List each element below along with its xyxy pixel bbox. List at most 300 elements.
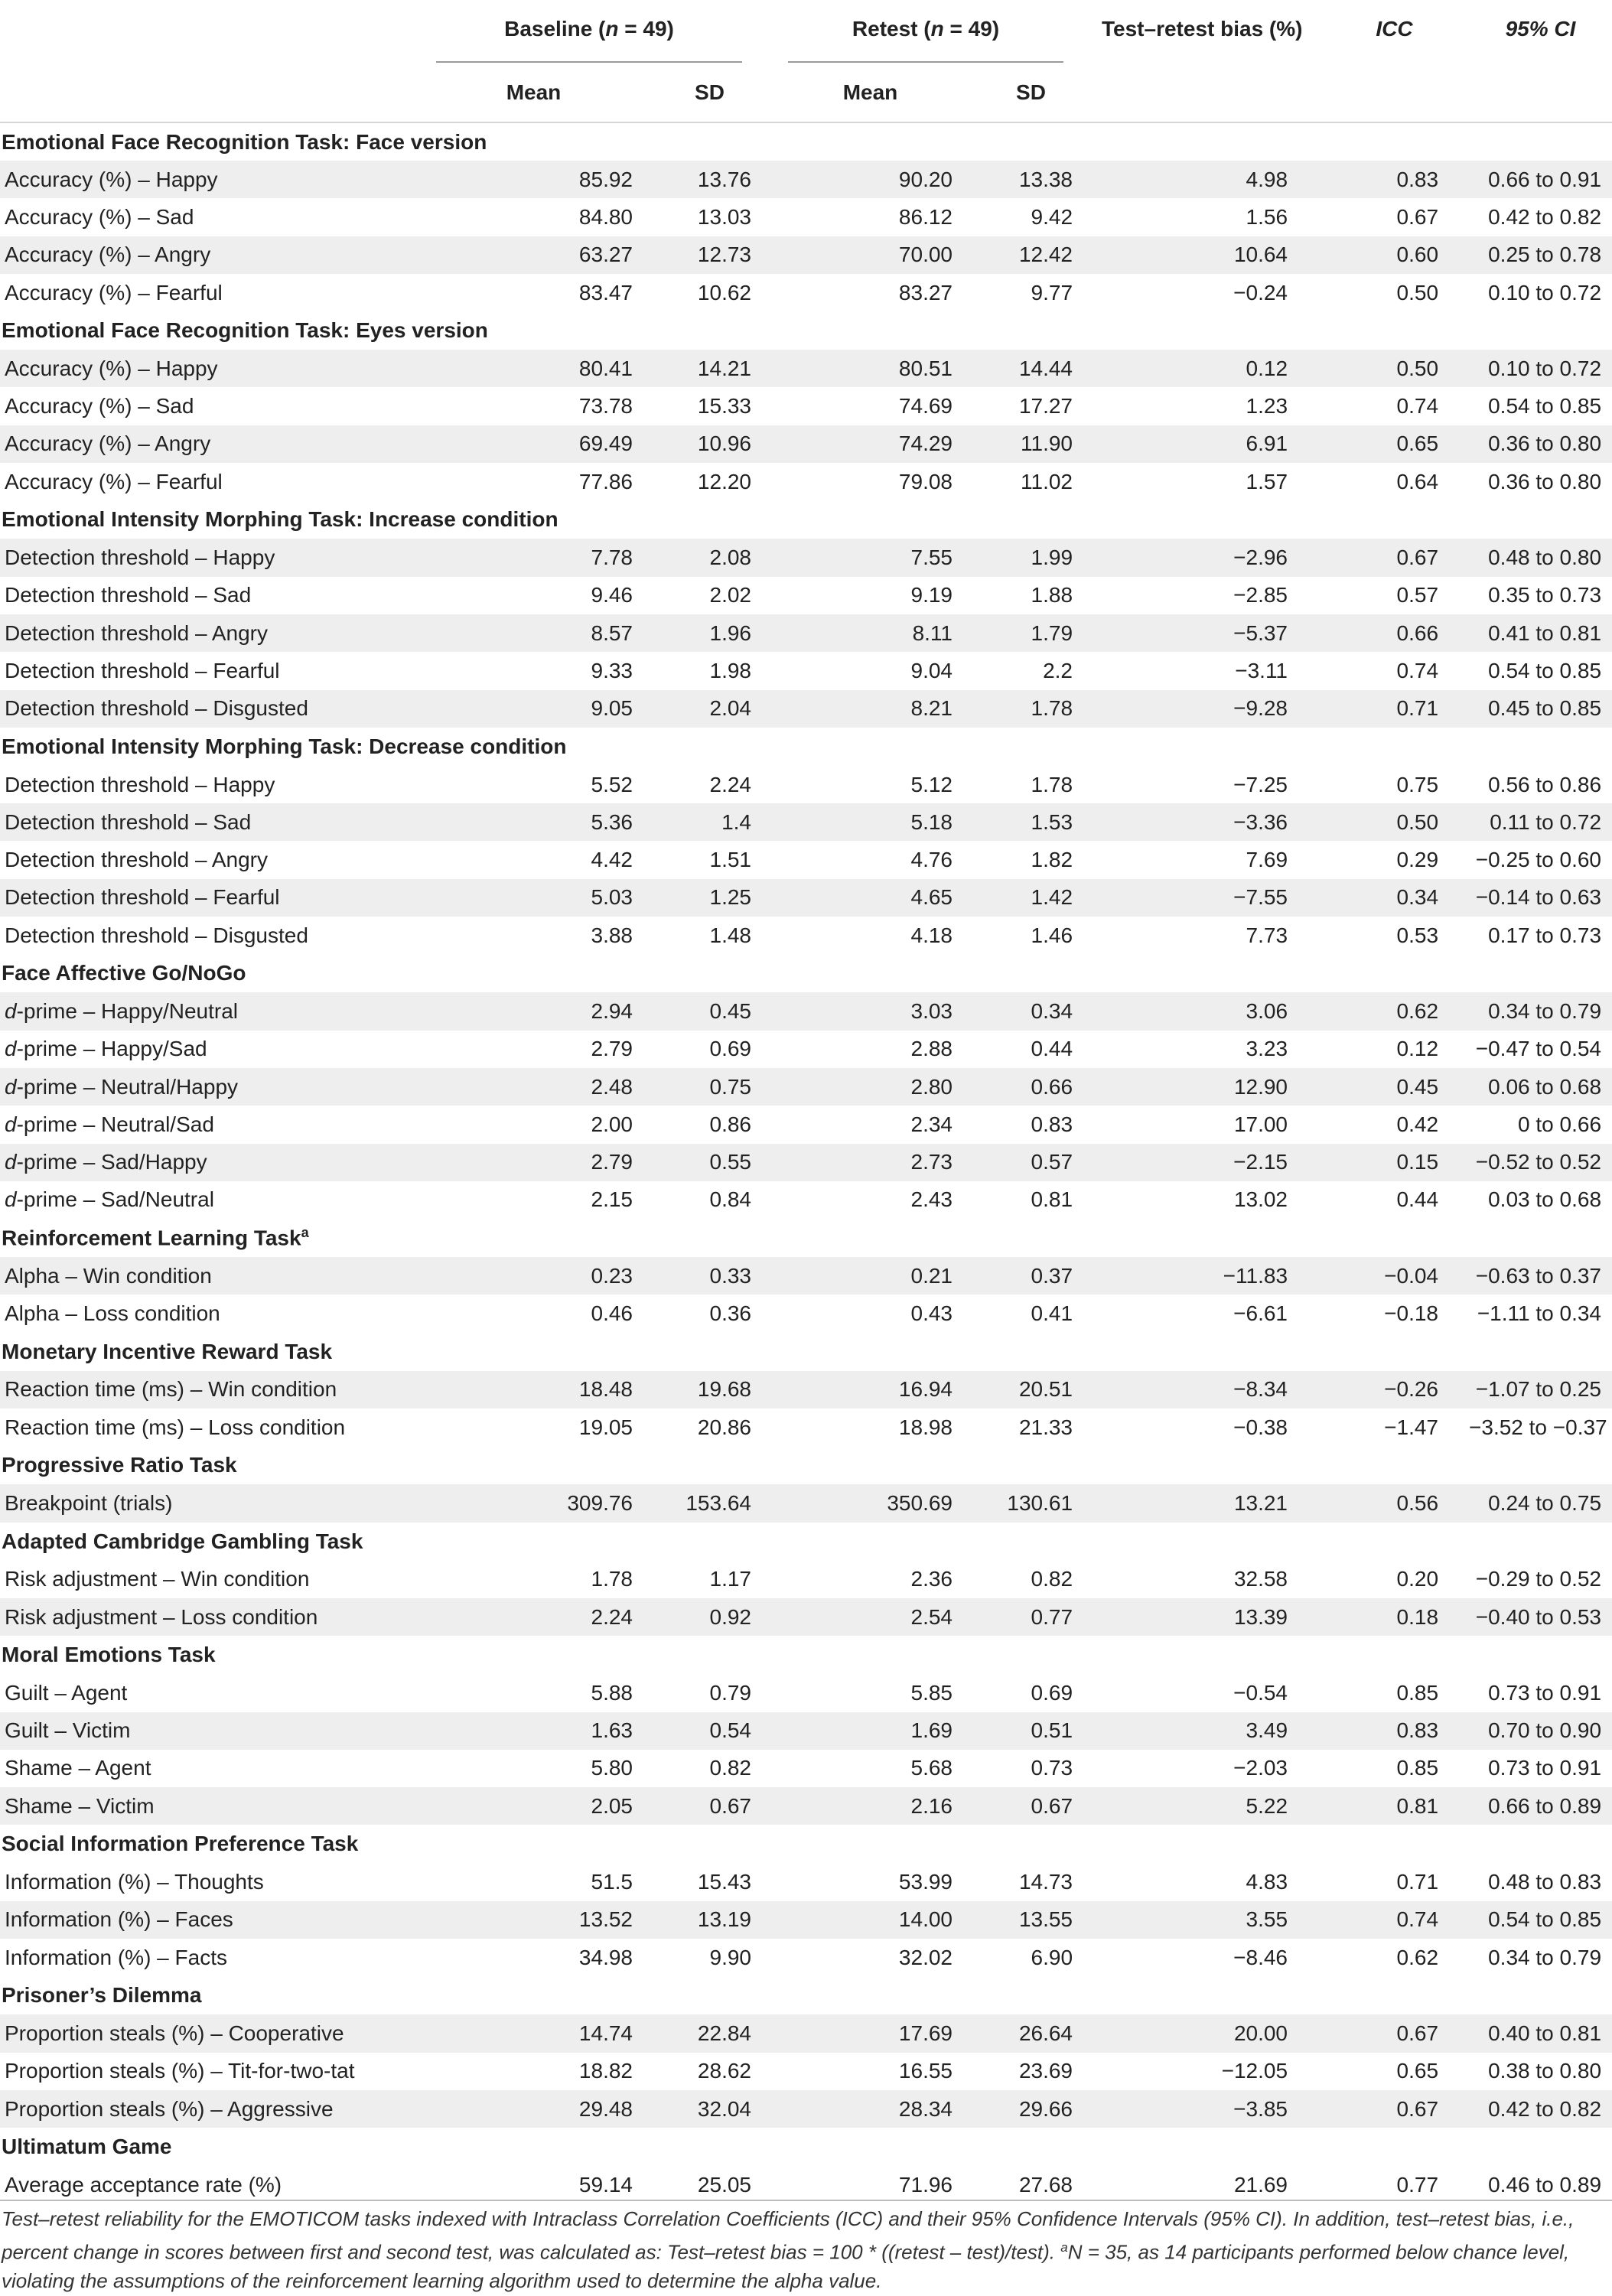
row-label-text: Detection threshold – Sad: [5, 583, 252, 607]
section-header-row: [0, 1446, 1612, 1484]
bias-cell: 1.56: [1246, 204, 1288, 229]
ci-cell: −0.40 to 0.53: [1469, 1598, 1612, 1636]
retest-sd-cell: 0.81: [1031, 1187, 1073, 1212]
retest-sd-cell: 29.66: [975, 2090, 1086, 2128]
baseline-sd-cell: 12.73: [654, 236, 765, 274]
retest-mean-cell: 2.36: [910, 1567, 953, 1591]
baseline-mean-cell: 1.78: [591, 1567, 633, 1591]
row-label: [0, 766, 413, 803]
ci-cell: 0.17 to 0.73: [1488, 923, 1602, 947]
ci-cell: 0.73 to 0.91: [1488, 1756, 1602, 1780]
table-row: [0, 2166, 1612, 2203]
baseline-mean-cell: 9.05: [413, 690, 654, 728]
baseline-mean-cell: 5.80: [591, 1756, 633, 1780]
row-label-text: Accuracy (%) – Fearful: [5, 469, 223, 493]
row-label: [0, 1598, 413, 1636]
baseline-mean-cell: 51.5: [591, 1870, 633, 1894]
table-row: [0, 161, 1612, 198]
row-label: [0, 1031, 413, 1068]
section-title-text: Moral Emotions Task: [2, 1643, 216, 1667]
retest-sd-cell: 9.77: [1031, 280, 1073, 305]
baseline-mean-cell: 2.48: [413, 1068, 654, 1106]
row-label-text: Risk adjustment – Win condition: [5, 1567, 310, 1591]
icc-cell: 0.12: [1396, 1037, 1439, 1061]
retest-sd-cell: 1.78: [975, 690, 1086, 728]
row-label: [0, 1181, 413, 1219]
baseline-sd-cell: 0.86: [709, 1112, 751, 1136]
row-label: [0, 1750, 413, 1787]
retest-sd-cell: 12.42: [975, 236, 1086, 274]
table-row: [0, 577, 1612, 614]
row-label-text: Shame – Victim: [5, 1793, 155, 1818]
baseline-sd-cell: 0.54: [654, 1712, 765, 1750]
section-title: [0, 1446, 1612, 1484]
bias-cell: −0.54: [1233, 1680, 1288, 1705]
bias-cell: −3.36: [1086, 803, 1320, 841]
section-header-row: [0, 728, 1612, 766]
baseline-mean-cell: 69.49: [413, 425, 654, 463]
icc-cell: 0.71: [1320, 690, 1469, 728]
bias-cell: 12.90: [1086, 1068, 1320, 1106]
baseline-sd-cell: 1.98: [709, 658, 751, 682]
retest-mean-cell: 2.88: [910, 1037, 953, 1061]
baseline-sd-cell: 15.43: [697, 1870, 751, 1894]
row-label: [0, 198, 413, 236]
icc-cell: 0.62: [1396, 1945, 1439, 1969]
row-label-text: Guilt – Victim: [5, 1718, 131, 1743]
ci-cell: 0.35 to 0.73: [1488, 583, 1602, 607]
icc-cell: 0.85: [1396, 1680, 1439, 1705]
baseline-mean-cell: 5.88: [591, 1680, 633, 1705]
table-row: [0, 652, 1612, 689]
retest-group-underline: [788, 61, 1063, 63]
row-label: [0, 2014, 413, 2052]
baseline-mean-cell: 18.48: [413, 1371, 654, 1409]
baseline-sd-cell: 19.68: [654, 1371, 765, 1409]
ci-cell: 0.46 to 0.89: [1488, 2172, 1602, 2197]
retest-sd-cell: 1.78: [1031, 772, 1073, 796]
ci-cell: 0.41 to 0.81: [1469, 614, 1612, 652]
row-label: [0, 690, 413, 728]
icc-cell: 0.42: [1396, 1112, 1439, 1136]
retest-mean-cell: 70.00: [765, 236, 975, 274]
retest-sd-cell: 13.38: [975, 161, 1086, 198]
bias-cell: 4.98: [1086, 161, 1320, 198]
baseline-sd-cell: 32.04: [654, 2090, 765, 2128]
section-title: [0, 1976, 1612, 2014]
section-title: [0, 2128, 1612, 2166]
retest-mean-cell: 2.54: [765, 1598, 975, 1636]
row-label-text: Proportion steals (%) – Aggressive: [5, 2096, 334, 2121]
ci-cell: 0.54 to 0.85: [1488, 394, 1602, 418]
section-header-row: [0, 954, 1612, 992]
bias-cell: 20.00: [1086, 2014, 1320, 2052]
section-title-text: Ultimatum Game: [2, 2135, 172, 2159]
bias-cell: −8.34: [1086, 1371, 1320, 1409]
baseline-mean-header: Mean: [506, 80, 562, 104]
retest-sd-cell: 6.90: [1031, 1945, 1073, 1969]
row-label-text: -prime – Happy/Sad: [16, 1037, 207, 1061]
retest-sd-cell: 17.27: [1018, 394, 1073, 418]
baseline-mean-cell: 2.00: [591, 1112, 633, 1136]
row-label: [0, 1068, 413, 1106]
row-label-text: Accuracy (%) – Sad: [5, 394, 194, 418]
row-label: [0, 1787, 413, 1825]
baseline-sd-cell: 1.25: [654, 879, 765, 917]
baseline-mean-cell: 19.05: [578, 1415, 633, 1439]
baseline-sd-header: SD: [695, 80, 725, 104]
section-title-text: Emotional Intensity Morphing Task: Increase condition: [2, 507, 559, 532]
section-title-text: Social Information Preference Task: [2, 1832, 359, 1856]
retest-mean-cell: 71.96: [898, 2172, 953, 2197]
baseline-mean-cell: 73.78: [578, 394, 633, 418]
row-label-text: -prime – Sad/Happy: [16, 1150, 207, 1174]
subheader-empty: [0, 63, 413, 122]
bias-cell: 1.57: [1246, 469, 1288, 493]
baseline-sd-cell: 0.84: [709, 1187, 751, 1212]
icc-header: ICC: [1376, 17, 1413, 41]
row-label-text: Detection threshold – Angry: [5, 848, 268, 872]
section-title: [0, 500, 1612, 539]
baseline-sd-cell: 1.96: [654, 614, 765, 652]
baseline-mean-cell: 84.80: [578, 204, 633, 229]
row-label: [0, 577, 413, 614]
retest-sd-cell: 2.2: [1043, 658, 1073, 682]
ci-cell: 0.10 to 0.72: [1488, 280, 1602, 305]
retest-mean-cell: 4.76: [910, 848, 953, 872]
bias-cell: −7.25: [1233, 772, 1288, 796]
section-title-text: Emotional Intensity Morphing Task: Decrease condition: [2, 734, 567, 758]
table-row: [0, 1787, 1612, 1825]
ci-cell: 0 to 0.66: [1518, 1112, 1602, 1136]
table-row: [0, 463, 1612, 500]
ci-cell: 0.36 to 0.80: [1488, 469, 1602, 493]
row-label: [0, 1674, 413, 1711]
icc-cell: 0.29: [1396, 848, 1439, 872]
ci-cell: 0.73 to 0.91: [1488, 1680, 1602, 1705]
ci-cell: 0.25 to 0.78: [1469, 236, 1612, 274]
baseline-mean-cell: 13.52: [413, 1901, 654, 1939]
ci-cell: 0.10 to 0.72: [1469, 350, 1612, 387]
row-label: [0, 1106, 413, 1143]
baseline-sd-cell: 0.45: [654, 992, 765, 1030]
retest-sd-cell: 0.51: [975, 1712, 1086, 1750]
bias-cell: 1.23: [1246, 394, 1288, 418]
retest-sd-cell: 1.46: [1031, 923, 1073, 947]
retest-sd-cell: 0.41: [1031, 1301, 1073, 1326]
retest-sd-cell: 0.83: [1031, 1112, 1073, 1136]
row-label-text: Information (%) – Facts: [5, 1945, 227, 1969]
table-row: [0, 1295, 1612, 1332]
baseline-sd-cell: 1.17: [709, 1567, 751, 1591]
row-label-text: Information (%) – Thoughts: [5, 1870, 264, 1894]
retest-mean-cell: 7.55: [765, 539, 975, 576]
subheader-empty-icc: [1320, 63, 1469, 122]
row-label-italic: d: [5, 998, 17, 1023]
retest-mean-header: Mean: [842, 80, 898, 104]
baseline-mean-cell: 4.42: [591, 848, 633, 872]
row-label-text: Detection threshold – Angry: [5, 620, 268, 645]
row-label: [0, 1863, 413, 1900]
icc-cell: 0.62: [1320, 992, 1469, 1030]
table-row: [0, 917, 1612, 954]
table-row: [0, 992, 1612, 1030]
row-label: [0, 2090, 413, 2128]
section-header-row: [0, 1523, 1612, 1561]
bias-cell: 32.58: [1233, 1567, 1288, 1591]
retest-sd-cell: 0.66: [975, 1068, 1086, 1106]
row-label: [0, 236, 413, 274]
baseline-mean-cell: 18.82: [578, 2059, 633, 2083]
section-header-row: [0, 122, 1612, 161]
ci-cell: −1.11 to 0.34: [1477, 1301, 1602, 1326]
icc-cell: 0.53: [1396, 923, 1439, 947]
retest-mean-cell: 1.69: [765, 1712, 975, 1750]
baseline-sd-cell: 0.69: [709, 1037, 751, 1061]
retest-mean-cell: 79.08: [898, 469, 953, 493]
baseline-sd-cell: 2.08: [654, 539, 765, 576]
ci-cell: −0.29 to 0.52: [1475, 1567, 1602, 1591]
table-caption: [2, 2205, 1601, 2295]
table-row: [0, 1750, 1612, 1787]
caption-text: Test–retest reliability for the EMOTICOM tasks indexed with Intraclass Correlation Coefficients (ICC) and their 95% Confidence Intervals (95% CI). In addition, test–retest bias, i.e., percent change in scores between first and second test, was calculated as: Test–retest bias = 100 * ((retest – test)/test).: [2, 2207, 1575, 2264]
baseline-mean-cell: 5.52: [591, 772, 633, 796]
baseline-mean-cell: 2.79: [591, 1037, 633, 1061]
ci-cell: 0.03 to 0.68: [1488, 1187, 1602, 1212]
retest-mean-cell: 2.34: [910, 1112, 953, 1136]
retest-sd-cell: 21.33: [1018, 1415, 1073, 1439]
bias-cell: 10.64: [1086, 236, 1320, 274]
row-label: [0, 463, 413, 500]
table-body: [0, 122, 1612, 2203]
section-title-text: Face Affective Go/NoGo: [2, 961, 246, 985]
section-title: [0, 728, 1612, 766]
row-label: [0, 992, 413, 1030]
row-label-text: Accuracy (%) – Sad: [5, 204, 194, 229]
ci-cell: 0.38 to 0.80: [1488, 2059, 1602, 2083]
row-label-text: Alpha – Win condition: [5, 1263, 212, 1288]
section-title: [0, 1825, 1612, 1863]
row-label-text: Detection threshold – Fearful: [5, 885, 280, 910]
subheader-empty-bias: [1086, 63, 1320, 122]
baseline-mean-cell: 14.74: [413, 2014, 654, 2052]
bias-cell: 7.69: [1246, 848, 1288, 872]
row-label-italic: d: [5, 1150, 17, 1174]
table-row: [0, 1863, 1612, 1900]
table-row: [0, 1598, 1612, 1636]
caption-footnote-text: N = 35, as 14 participants performed below chance level, violating the assumptions of the reinforcement learning algorithm used to determine the alpha value.: [2, 2240, 1570, 2292]
row-label: [0, 425, 413, 463]
retest-mean-cell: 5.68: [910, 1756, 953, 1780]
subheader-empty-ci: [1469, 63, 1612, 122]
icc-cell: 0.50: [1396, 280, 1439, 305]
baseline-sd-cell: 28.62: [697, 2059, 751, 2083]
retest-sd-cell: 0.73: [1031, 1756, 1073, 1780]
row-label: [0, 1371, 413, 1409]
header-empty: [0, 0, 413, 63]
row-label: [0, 614, 413, 652]
baseline-sd-cell: 22.84: [654, 2014, 765, 2052]
bias-cell: −2.85: [1233, 583, 1288, 607]
retest-mean-cell: 32.02: [898, 1945, 953, 1969]
retest-mean-cell: 74.69: [898, 394, 953, 418]
retest-mean-cell: 8.11: [765, 614, 975, 652]
retest-sd-cell: 0.37: [975, 1257, 1086, 1295]
baseline-mean-cell: 85.92: [413, 161, 654, 198]
baseline-sd-cell: 1.4: [654, 803, 765, 841]
baseline-mean-cell: 63.27: [413, 236, 654, 274]
bias-cell: 6.91: [1086, 425, 1320, 463]
ci-cell: 0.42 to 0.82: [1488, 204, 1602, 229]
retest-mean-cell: 350.69: [765, 1484, 975, 1522]
table-row: [0, 387, 1612, 425]
retest-mean-cell: 0.21: [765, 1257, 975, 1295]
retest-sd-cell: 1.42: [975, 879, 1086, 917]
table-header: [0, 0, 1612, 122]
row-label-text: Information (%) – Faces: [5, 1907, 233, 1932]
row-label-text: Reaction time (ms) – Loss condition: [5, 1415, 346, 1439]
table-row: [0, 1106, 1612, 1143]
section-header-row: [0, 1219, 1612, 1257]
retest-sd-cell: 1.79: [975, 614, 1086, 652]
bias-cell: −5.37: [1086, 614, 1320, 652]
section-title-text: Emotional Face Recognition Task: Face version: [2, 129, 487, 154]
row-label-text: -prime – Sad/Neutral: [16, 1187, 214, 1212]
section-title: [0, 122, 1612, 161]
row-label-text: Shame – Agent: [5, 1756, 151, 1780]
ci-cell: 0.40 to 0.81: [1469, 2014, 1612, 2052]
baseline-mean-cell: 5.03: [413, 879, 654, 917]
retest-sd-cell: 1.88: [1031, 583, 1073, 607]
icc-cell: 0.44: [1396, 1187, 1439, 1212]
retest-sd-cell: 0.67: [975, 1787, 1086, 1825]
ci-cell: 0.34 to 0.79: [1488, 1945, 1602, 1969]
icc-cell: −0.04: [1320, 1257, 1469, 1295]
table-row: [0, 1674, 1612, 1711]
icc-cell: 0.74: [1396, 394, 1439, 418]
baseline-sd-cell: 1.48: [709, 923, 751, 947]
bias-cell: 4.83: [1246, 1870, 1288, 1894]
retest-sd-cell: 23.69: [1018, 2059, 1073, 2083]
baseline-mean-cell: 2.94: [413, 992, 654, 1030]
retest-mean-cell: 80.51: [765, 350, 975, 387]
retest-sd-cell: 0.82: [1031, 1567, 1073, 1591]
section-header-row: [0, 2128, 1612, 2166]
ci-cell: 0.24 to 0.75: [1469, 1484, 1612, 1522]
bias-cell: −7.55: [1086, 879, 1320, 917]
row-label: [0, 652, 413, 689]
retest-sd-cell: 0.69: [1031, 1680, 1073, 1705]
icc-cell: 0.74: [1320, 1901, 1469, 1939]
ci-cell: −0.63 to 0.37: [1469, 1257, 1612, 1295]
table-row: [0, 1144, 1612, 1181]
baseline-sd-cell: 13.76: [654, 161, 765, 198]
retest-sd-cell: 0.77: [975, 1598, 1086, 1636]
ci-cell: 0.36 to 0.80: [1469, 425, 1612, 463]
retest-sd-header: SD: [1016, 80, 1046, 104]
icc-cell: −0.26: [1320, 1371, 1469, 1409]
baseline-sd-cell: 2.02: [709, 583, 751, 607]
bias-cell: −0.24: [1233, 280, 1288, 305]
ci-cell: 0.42 to 0.82: [1469, 2090, 1612, 2128]
section-title-text: Progressive Ratio Task: [2, 1453, 237, 1477]
retest-mean-cell: 16.55: [898, 2059, 953, 2083]
icc-cell: 0.75: [1396, 772, 1439, 796]
row-label: [0, 841, 413, 878]
section-title: [0, 1333, 1612, 1371]
ci-cell: −0.52 to 0.52: [1469, 1144, 1612, 1181]
ci-cell: −3.52 to −0.37: [1469, 1415, 1607, 1439]
row-label-italic: d: [5, 1074, 17, 1099]
retest-mean-cell: 16.94: [765, 1371, 975, 1409]
row-label-text: Proportion steals (%) – Cooperative: [5, 2021, 344, 2045]
row-label-text: Detection threshold – Happy: [5, 546, 275, 570]
bias-cell: −11.83: [1086, 1257, 1320, 1295]
retest-sd-cell: 130.61: [975, 1484, 1086, 1522]
row-label-text: Accuracy (%) – Happy: [5, 167, 218, 191]
row-label-text: Accuracy (%) – Angry: [5, 432, 211, 456]
retest-mean-cell: 18.98: [898, 1415, 953, 1439]
bias-cell: −8.46: [1233, 1945, 1288, 1969]
section-title: [0, 954, 1612, 992]
baseline-mean-cell: 3.88: [591, 923, 633, 947]
row-label-text: -prime – Neutral/Happy: [16, 1074, 239, 1099]
section-title: [0, 1636, 1612, 1674]
baseline-mean-cell: 80.41: [413, 350, 654, 387]
baseline-sd-cell: 0.82: [709, 1756, 751, 1780]
retest-sd-cell: 26.64: [975, 2014, 1086, 2052]
table-row: [0, 1712, 1612, 1750]
baseline-mean-cell: 83.47: [578, 280, 633, 305]
icc-cell: 0.50: [1320, 350, 1469, 387]
baseline-sd-cell: 12.20: [697, 469, 751, 493]
icc-cell: 0.66: [1320, 614, 1469, 652]
icc-cell: 0.81: [1320, 1787, 1469, 1825]
baseline-sd-cell: 13.19: [654, 1901, 765, 1939]
retest-mean-cell: 2.43: [910, 1187, 953, 1212]
icc-cell: 0.15: [1320, 1144, 1469, 1181]
baseline-sd-cell: 10.62: [697, 280, 751, 305]
table-row: [0, 1939, 1612, 1976]
row-label: [0, 1901, 413, 1939]
baseline-mean-cell: 9.33: [591, 658, 633, 682]
row-label-italic: d: [5, 1112, 17, 1136]
bias-cell: 0.12: [1086, 350, 1320, 387]
ci-cell: 0.34 to 0.79: [1469, 992, 1612, 1030]
row-label: [0, 274, 413, 311]
baseline-mean-cell: 1.63: [413, 1712, 654, 1750]
baseline-group-header: [413, 0, 765, 63]
table-row: [0, 879, 1612, 917]
row-label: [0, 879, 413, 917]
ci-cell: 0.48 to 0.83: [1488, 1870, 1602, 1894]
icc-cell: 0.67: [1320, 2014, 1469, 2052]
icc-cell: 0.65: [1320, 425, 1469, 463]
ci-cell: 0.45 to 0.85: [1469, 690, 1612, 728]
bias-cell: 3.23: [1246, 1037, 1288, 1061]
row-label: [0, 1295, 413, 1332]
section-title-text: Prisoner’s Dilemma: [2, 1983, 202, 2008]
icc-cell: 0.85: [1396, 1756, 1439, 1780]
bias-cell: −3.11: [1235, 658, 1288, 682]
section-title: [0, 1523, 1612, 1561]
section-title-text: Reinforcement Learning Task: [2, 1226, 301, 1250]
section-header-row: [0, 1825, 1612, 1863]
bias-cell: 3.55: [1086, 1901, 1320, 1939]
retest-mean-cell: 9.19: [910, 583, 953, 607]
retest-sd-cell: 20.51: [975, 1371, 1086, 1409]
retest-sd-cell: 9.42: [1031, 204, 1073, 229]
